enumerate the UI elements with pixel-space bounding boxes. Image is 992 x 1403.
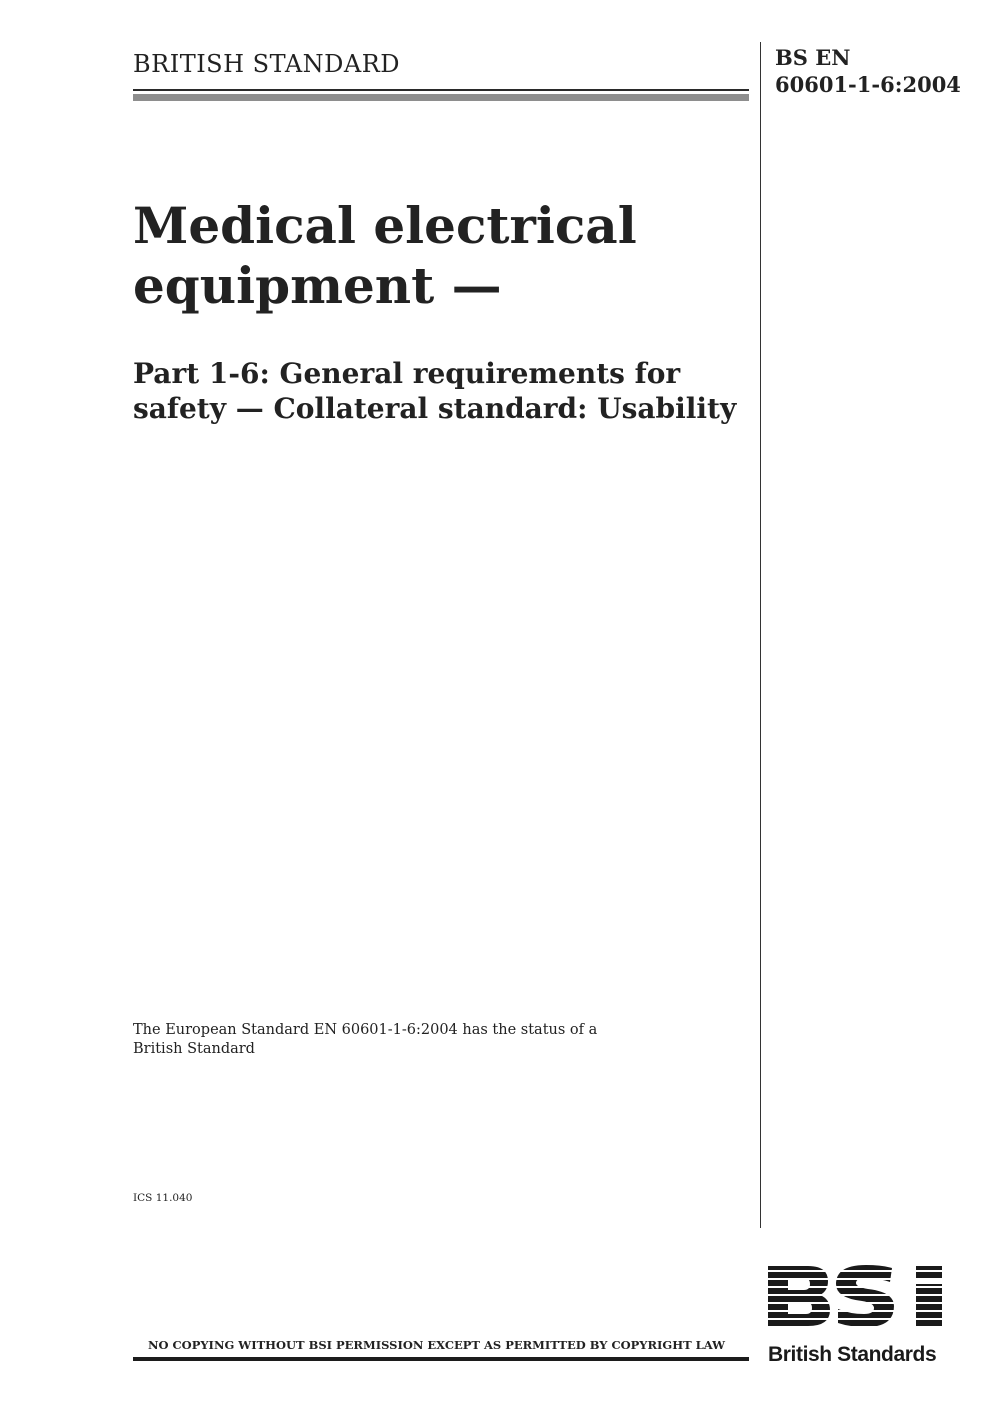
header-rule-grey	[133, 94, 749, 101]
document-subtitle-line2: safety — Collateral standard: Usability	[133, 392, 737, 425]
vertical-divider	[760, 42, 761, 1228]
standard-number-line1: BS EN	[775, 45, 851, 70]
document-subtitle-line1: Part 1-6: General requirements for	[133, 357, 681, 390]
bsi-logo-subtitle: British Standards	[768, 1343, 937, 1366]
footer-rule	[133, 1357, 749, 1361]
copyright-notice: NO COPYING WITHOUT BSI PERMISSION EXCEPT AS PERMITTED BY COPYRIGHT LAW	[148, 1338, 726, 1352]
status-note-line2: British Standard	[133, 1041, 255, 1057]
ics-code: ICS 11.040	[133, 1192, 193, 1204]
document-subtitle	[133, 356, 753, 426]
bsi-logo-icon	[766, 1264, 944, 1328]
header-rule-thin	[133, 89, 749, 91]
document-title	[133, 196, 733, 316]
standard-number	[775, 44, 961, 98]
status-note	[133, 1021, 653, 1059]
standard-number-line2: 60601-1-6:2004	[775, 72, 961, 97]
document-title-line1: Medical electrical	[133, 196, 637, 255]
status-note-line1: The European Standard EN 60601-1-6:2004 has the status of a	[133, 1022, 598, 1038]
document-type-label: BRITISH STANDARD	[133, 50, 401, 78]
document-title-line2: equipment —	[133, 256, 502, 315]
